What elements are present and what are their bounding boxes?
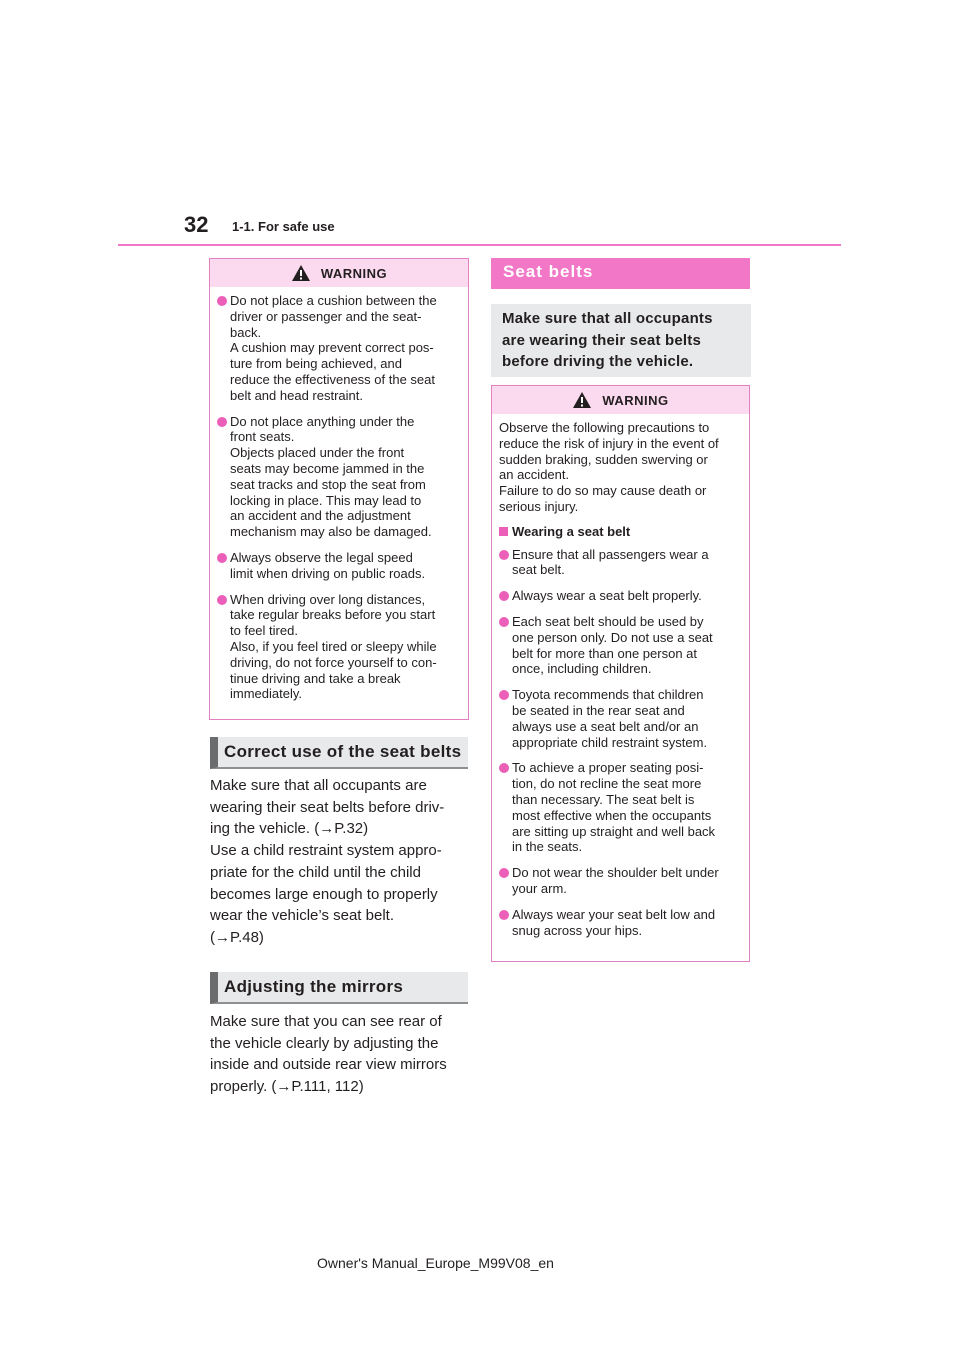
section-heading-mirrors: Adjusting the mirrors <box>210 972 468 1004</box>
warning-item-text: To achieve a proper seating posi- tion, do not recline the seat more than necessary. The seat belt is most effective when the occupants are sitting up straight and well back in the seats. <box>512 760 716 855</box>
warning-item-text: Ensure that all passengers wear a seat belt. <box>512 546 709 578</box>
mirrors-body: Make sure that you can see rear of the vehicle clearly by adjusting the inside and outside rear view mirrors properly. (→P.111, 112) <box>210 1013 447 1096</box>
warning-intro: Observe the following precautions to reduce the risk of injury in the event of sudden braking, sudden swerving or an accident. Failure to do so may cause death or serious injury. <box>499 420 719 514</box>
warning-item-text: Do not wear the shoulder belt under your arm. <box>512 865 719 896</box>
warning-header <box>210 259 468 287</box>
warning-item-text: Each seat belt should be used by one person only. Do not use a seat belt for more than one person at once, including children. <box>512 613 713 677</box>
warning-item <box>499 588 739 604</box>
header-divider <box>118 244 841 246</box>
warning-triangle-icon <box>291 264 311 282</box>
footer-text: Owner's Manual_Europe_M99V08_en <box>317 1255 554 1271</box>
warning-item <box>217 592 458 703</box>
warning-subheading: Wearing a seat belt <box>499 524 739 540</box>
section-heading-seat-belts: Correct use of the seat belts <box>210 737 468 769</box>
warning-item <box>217 293 458 404</box>
warning-title: WARNING <box>320 265 388 281</box>
warning-item-text: Toyota recommends that children be seated in the rear seat and always use a seat belt and/or an appropriate child restraint system. <box>512 687 708 750</box>
warning-item-text: Do not place a cushion between the driver or passenger and the seat- back. A cushion may prevent correct pos- ture from being achieved, and reduce the effectiveness of the seat belt and head restraint. <box>230 293 437 403</box>
warning-item <box>499 865 739 897</box>
seat-belts-heading: Seat belts <box>491 258 750 289</box>
warning-item <box>499 760 739 855</box>
warning-item-text: Always observe the legal speed limit when driving on public roads. <box>230 549 426 581</box>
left-warning-box <box>209 258 469 720</box>
warning-body <box>210 287 468 718</box>
warning-header <box>492 386 749 414</box>
warning-item <box>499 547 739 579</box>
page-number: 32 <box>184 212 209 237</box>
warning-item <box>499 907 739 939</box>
warning-title: WARNING <box>602 392 669 408</box>
warning-triangle-icon <box>572 391 592 409</box>
chapter-title: 1-1. For safe use <box>232 219 335 234</box>
right-warning-box <box>491 385 750 962</box>
warning-item <box>499 687 739 750</box>
warning-item-text: Always wear a seat belt properly. <box>512 588 702 604</box>
warning-item-text: Always wear your seat belt low and snug across your hips. <box>512 906 716 938</box>
warning-item-text: When driving over long distances, take regular breaks before you start to feel tired. Also, if you feel tired or sleepy while driving, do not force yourself to con- tinue driving and take a break immediately. <box>230 591 437 702</box>
seat-belts-body: Make sure that all occupants are wearing their seat belts before driv- ing the vehicle. (→P.32) Use a child restraint system appro- priate for the child until the child becomes large enough to properly wear the vehicle’s seat belt. (→P.48) <box>210 777 445 946</box>
warning-body <box>492 414 749 954</box>
warning-item-text: Do not place anything under the front seats. Objects placed under the front seats may become jammed in the seat tracks and stop the seat from locking in place. This may lead to an accident and the adjustment mechanism may also be damaged. <box>230 413 432 540</box>
warning-item <box>499 614 739 677</box>
seat-belts-summary: Make sure that all occupants are wearing their seat belts before driving the vehicle. <box>491 304 751 377</box>
warning-item <box>217 550 458 582</box>
warning-item <box>217 414 458 540</box>
